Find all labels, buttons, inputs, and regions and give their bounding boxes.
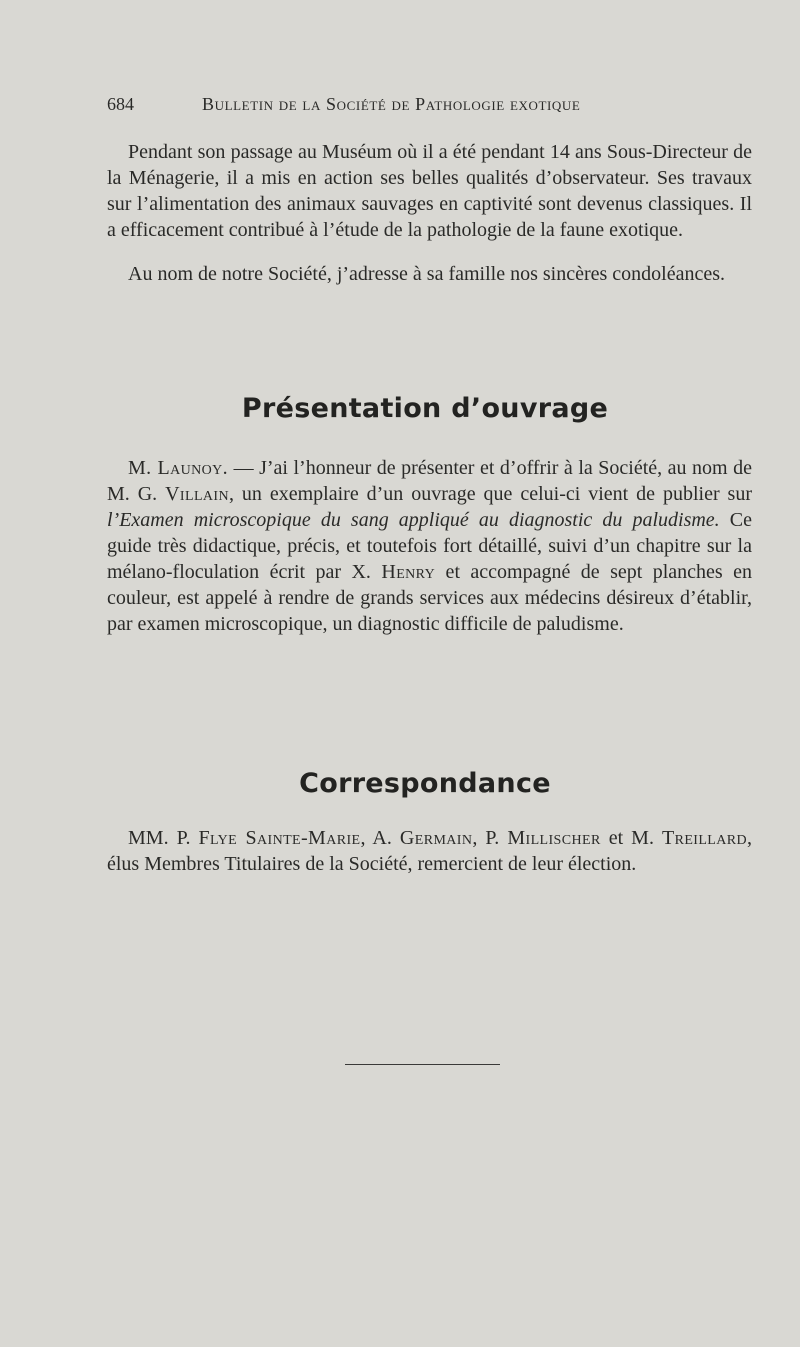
member-name: Germain	[399, 827, 473, 849]
presentation-text: — J’ai l’honneur de présenter et d’offrir à la Société, au nom de M. G.	[107, 457, 752, 505]
correspondance-text: , élus Membres Titulaires de la Société, remercient de leur élection.	[107, 827, 753, 875]
section-title-presentation: Présentation d’ouvrage	[241, 393, 609, 424]
member-name: Millischer	[507, 827, 601, 849]
member-name: Treillard	[661, 827, 748, 849]
member-name: Flye Sainte-Marie	[198, 827, 361, 849]
presentation-text: , un exemplaire d’un ouvrage que celui-ci vient de publier sur	[229, 483, 752, 505]
book-title: l’Examen microscopique du sang appliqué au diagnostic du paludisme.	[107, 509, 720, 531]
presentation-text: et accompagné de sept planches en couleur, est appelé à rendre de grands services aux médecins désireux d’établir, par examen microscopique, un diagnostic difficile de paludisme.	[107, 561, 752, 635]
chapter-author-name: Henry	[381, 561, 436, 583]
correspondance-paragraph	[107, 825, 752, 877]
running-header	[107, 92, 752, 116]
section-title-correspondance: Correspondance	[299, 768, 551, 799]
condolences-paragraph: Au nom de notre Société, j’adresse à sa famille nos sincères condoléances.	[128, 263, 726, 285]
page-number: 684	[107, 94, 134, 114]
end-rule-divider	[345, 1064, 500, 1065]
speaker-name: M. Launoy.	[128, 457, 229, 479]
correspondance-text: et M.	[600, 827, 662, 849]
presentation-text: Ce guide très didactique, précis, et toutefois fort détaillé, suivi d’un chapitre sur la mélano-floculation écrit par X.	[107, 509, 752, 583]
correspondance-text: , P.	[472, 827, 508, 849]
correspondance-text: MM. P.	[128, 827, 199, 849]
author-name: Villain	[165, 483, 229, 505]
obituary-paragraph: Pendant son passage au Muséum où il a été pendant 14 ans Sous-Directeur de la Ménagerie, il a mis en action ses belles qualités d’observateur. Ses travaux sur l’alimentation des animaux sauvages en captivité sont devenus classiques. Il a efficacement contribué à l’étude de la pathologie de la faune exotique.	[107, 141, 752, 241]
running-title: Bulletin de la Société de Pathologie exotique	[202, 94, 581, 114]
presentation-paragraph	[107, 455, 752, 637]
correspondance-text: , A.	[360, 827, 400, 849]
